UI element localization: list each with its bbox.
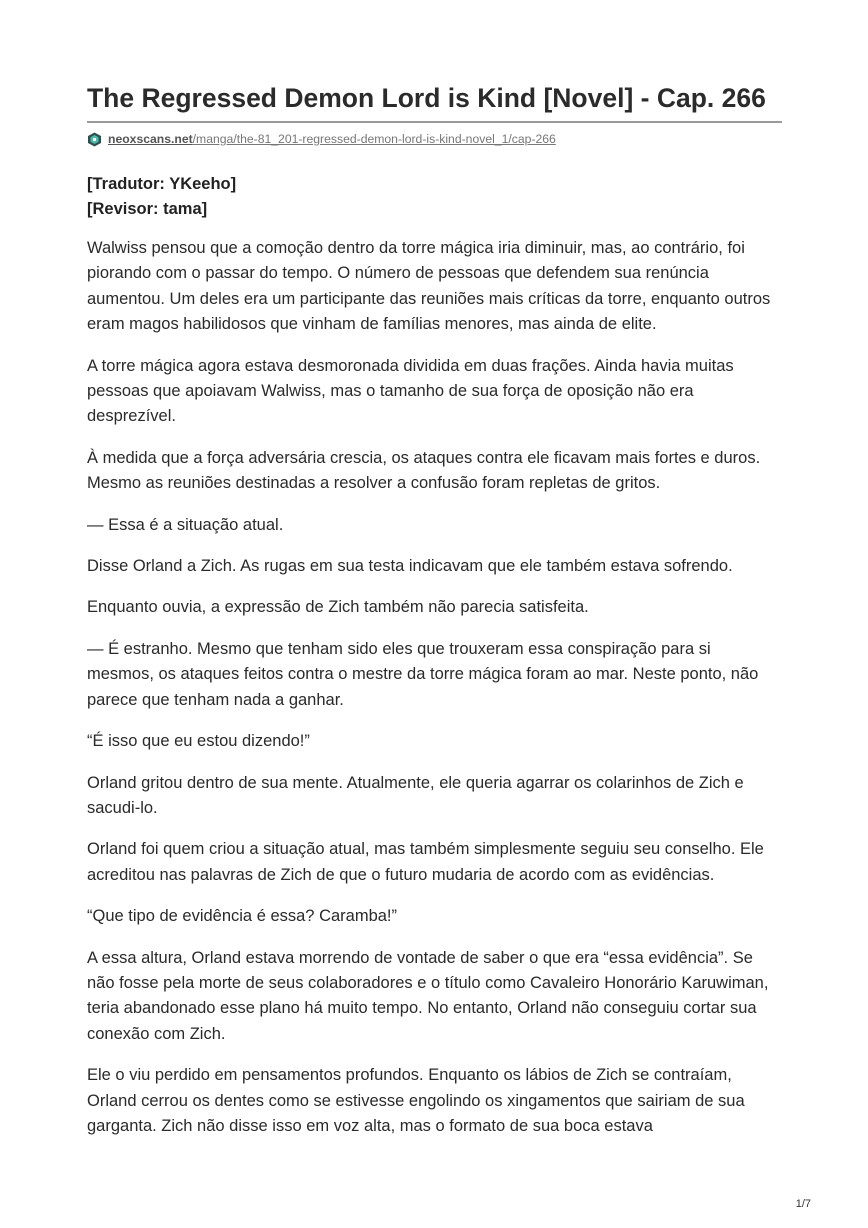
paragraph: “É isso que eu estou dizendo!” [87,732,310,751]
paragraph: — Essa é a situação atual. [87,515,284,534]
page-title: The Regressed Demon Lord is Kind [Novel] - Cap. 266 [87,83,766,113]
paragraph: Disse Orland a Zich. As rugas em sua testa indicavam que ele também estava sofrendo. [87,557,733,576]
source-path[interactable]: /manga/the-81_201-regressed-demon-lord-is-kind-novel_1/cap-266 [192,132,556,146]
site-favicon-icon [87,132,102,147]
paragraph: — É estranho. Mesmo que tenham sido eles que trouxeram essa conspiração para si mesmos, os ataques feitos contra o mestre da torre mágica foram ao mar. Neste ponto, não parece que tenham nada a ganhar. [87,639,759,709]
paragraph: A essa altura, Orland estava morrendo de vontade de saber o que era “essa evidência”. Se não fosse pela morte de seus colaboradores e o título como Cavaleiro Honorário Karuwiman, teria abandonado esse plano há muito tempo. No entanto, Orland não conseguiu cortar sua conexão com Zich. [87,948,769,1043]
source-domain[interactable]: neoxscans.net [108,132,193,146]
paragraph: A torre mágica agora estava desmoronada dividida em duas frações. Ainda havia muitas pessoas que apoiavam Walwiss, mas o tamanho de sua força de oposição não era desprezível. [87,356,734,426]
paragraph: Orland foi quem criou a situação atual, mas também simplesmente seguiu seu conselho. Ele acreditou nas palavras de Zich de que o futuro mudaria de acordo com as evidências. [87,840,764,884]
paragraph: Enquanto ouvia, a expressão de Zich também não parecia satisfeita. [87,598,589,617]
paragraph: À medida que a força adversária crescia, os ataques contra ele ficavam mais fortes e duros. Mesmo as reuniões destinadas a resolver a confusão foram repletas de gritos. [87,448,761,493]
paragraph: “Que tipo de evidência é essa? Caramba!” [87,907,398,926]
translator-credit: [Tradutor: YKeeho] [87,175,237,193]
title-divider [87,121,782,123]
paragraph: Orland gritou dentro de sua mente. Atualmente, ele queria agarrar os colarinhos de Zich e sacudi-lo. [87,773,744,817]
source-link[interactable] [87,129,782,149]
credits-block [87,172,782,222]
page-number: 1/7 [795,1198,811,1210]
reviewer-credit: [Revisor: tama] [87,200,208,218]
paragraph: Ele o viu perdido em pensamentos profundos. Enquanto os lábios de Zich se contraíam, Orland cerrou os dentes como se estivesse engolindo os xingamentos que sairiam de sua garganta. Zich não disse isso em voz alta, mas o formato de sua boca estava [87,1066,745,1135]
chapter-body [87,236,782,1139]
document-page [87,78,782,1155]
paragraph: Walwiss pensou que a comoção dentro da torre mágica iria diminuir, mas, ao contrário, foi piorando com o passar do tempo. O número de pessoas que defendem sua renúncia aumentou. Um deles era um participante das reuniões mais críticas da torre, enquanto outros eram magos habilidosos que vinham de famílias menores, mas ainda de elite. [87,239,771,334]
